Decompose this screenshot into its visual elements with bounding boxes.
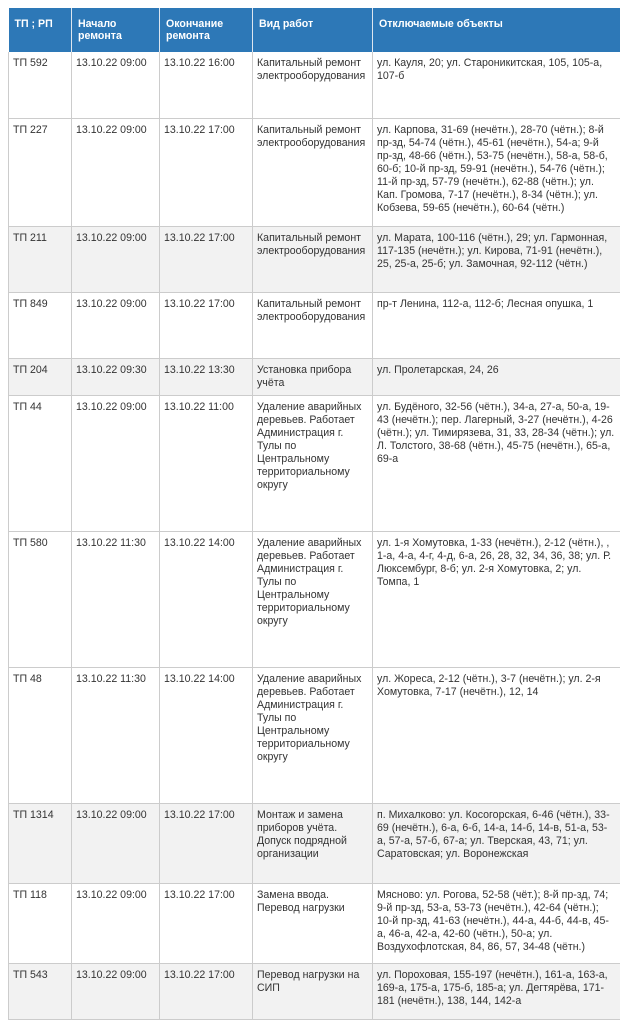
cell-start: 13.10.22 09:00 — [72, 883, 160, 963]
cell-end: 13.10.22 17:00 — [160, 226, 253, 292]
cell-end: 13.10.22 17:00 — [160, 292, 253, 358]
outage-table-container — [8, 8, 620, 1020]
cell-tp: ТП 227 — [9, 118, 72, 226]
cell-tp: ТП 849 — [9, 292, 72, 358]
cell-work: Удаление аварийных деревьев. Работает Администрация г. Тулы по Центральному территориальному округу — [253, 667, 373, 803]
cell-end: 13.10.22 14:00 — [160, 667, 253, 803]
cell-end: 13.10.22 13:30 — [160, 358, 253, 395]
cell-end: 13.10.22 17:00 — [160, 883, 253, 963]
cell-objects: ул. Карпова, 31-69 (нечётн.), 28-70 (чётн.); 8-й пр-зд, 54-74 (чётн.), 45-61 (нечётн.), 54-а; 9-й пр-зд, 48-66 (чётн.), 53-75 (нечётн.), 58-а, 58-б, 60-б; 10-й пр-зд, 59-91 (нечётн.), 54-76 (чётн.); 11-й пр-зд, 57-79 (нечётн.), 62-88 (чётн.); ул. Кап. Громова, 7-17 (нечётн.), 8-34 (чётн.); ул. Кобзева, 59-65 (нечётн.), 60-64 (чётн.) — [373, 118, 620, 226]
table-row — [9, 667, 620, 803]
cell-work: Капитальный ремонт электрооборудования — [253, 52, 373, 118]
table-row — [9, 118, 620, 226]
cell-tp: ТП 592 — [9, 52, 72, 118]
cell-objects: ул. Жореса, 2-12 (чётн.), 3-7 (нечётн.); ул. 2-я Хомутовка, 7-17 (нечётн.), 12, 14 — [373, 667, 620, 803]
table-row — [9, 226, 620, 292]
cell-tp: ТП 1314 — [9, 803, 72, 883]
cell-start: 13.10.22 11:30 — [72, 531, 160, 667]
table-row — [9, 531, 620, 667]
table-row — [9, 963, 620, 1019]
header-tp: ТП ; РП — [9, 8, 72, 52]
cell-tp: ТП 211 — [9, 226, 72, 292]
cell-objects: ул. Марата, 100-116 (чётн.), 29; ул. Гармонная, 117-135 (нечётн.); ул. Кирова, 71-91 (нечётн.), 25, 25-а, 25-б; ул. Замочная, 92-112 (чётн.) — [373, 226, 620, 292]
header-end: Окончание ремонта — [160, 8, 253, 52]
cell-tp: ТП 48 — [9, 667, 72, 803]
cell-start: 13.10.22 09:00 — [72, 395, 160, 531]
cell-objects: ул. Будёного, 32-56 (чётн.), 34-а, 27-а, 50-а, 19-43 (нечётн.); пер. Лагерный, 3-27 (нечётн.), 4-26 (чётн.); ул. Тимирязева, 31, 33, 28-34 (чётн.); ул. Л. Толстого, 38-68 (чётн.), 45-75 (нечётн.), 65-а, 69-а — [373, 395, 620, 531]
cell-tp: ТП 118 — [9, 883, 72, 963]
header-work: Вид работ — [253, 8, 373, 52]
cell-tp: ТП 543 — [9, 963, 72, 1019]
cell-objects: ул. 1-я Хомутовка, 1-33 (нечётн.), 2-12 (чётн.), , 1-а, 4-а, 4-г, 4-д, 6-а, 26, 28, 32, 34, 36, 38; ул. Р. Люксембург, 8-б; ул. 2-я Хомутовка, 2; ул. Томпа, 1 — [373, 531, 620, 667]
cell-start: 13.10.22 09:00 — [72, 226, 160, 292]
cell-objects: ул. Кауля, 20; ул. Староникитская, 105, 105-а, 107-б — [373, 52, 620, 118]
cell-work: Монтаж и замена приборов учёта. Допуск подрядной организации — [253, 803, 373, 883]
cell-work: Удаление аварийных деревьев. Работает Администрация г. Тулы по Центральному территориальному округу — [253, 531, 373, 667]
cell-end: 13.10.22 14:00 — [160, 531, 253, 667]
cell-start: 13.10.22 09:00 — [72, 803, 160, 883]
cell-start: 13.10.22 09:00 — [72, 52, 160, 118]
table-row — [9, 52, 620, 118]
cell-tp: ТП 44 — [9, 395, 72, 531]
cell-start: 13.10.22 09:30 — [72, 358, 160, 395]
cell-start: 13.10.22 11:30 — [72, 667, 160, 803]
table-row — [9, 883, 620, 963]
cell-start: 13.10.22 09:00 — [72, 118, 160, 226]
cell-work: Замена ввода. Перевод нагрузки — [253, 883, 373, 963]
table-row — [9, 292, 620, 358]
cell-tp: ТП 580 — [9, 531, 72, 667]
cell-objects: пр-т Ленина, 112-а, 112-б; Лесная опушка, 1 — [373, 292, 620, 358]
cell-objects: Мясново: ул. Рогова, 52-58 (чёт.); 8-й пр-зд, 74; 9-й пр-зд, 53-а, 53-73 (нечётн.), 42-64 (чётн.); 10-й пр-зд, 41-63 (нечётн.), 44-а, 44-б, 44-в, 45-а, 46-а, 42-а, 42-60 (чётн.), 50-а; ул. Воздухофлотская, 84, 86, 57, 34-48 (чётн.) — [373, 883, 620, 963]
header-objects: Отключаемые объекты — [373, 8, 620, 52]
cell-end: 13.10.22 17:00 — [160, 803, 253, 883]
cell-objects: п. Михалково: ул. Косогорская, 6-46 (чётн.), 33-69 (нечётн.), 6-а, 6-б, 14-а, 14-б, 14-в, 51-а, 53-а, 57-а, 57-б, 67-а; ул. Тверская, 43, 71; ул. Саратовская; ул. Воронежская — [373, 803, 620, 883]
cell-end: 13.10.22 17:00 — [160, 118, 253, 226]
cell-end: 13.10.22 16:00 — [160, 52, 253, 118]
outage-table — [8, 8, 620, 1020]
header-start: Начало ремонта — [72, 8, 160, 52]
cell-objects: ул. Пролетарская, 24, 26 — [373, 358, 620, 395]
cell-work: Капитальный ремонт электрооборудования — [253, 118, 373, 226]
table-row — [9, 358, 620, 395]
cell-objects: ул. Пороховая, 155-197 (нечётн.), 161-а, 163-а, 169-а, 175-а, 175-б, 185-а; ул. Дегтярёва, 171-181 (нечётн.), 138, 144, 142-а — [373, 963, 620, 1019]
cell-work: Капитальный ремонт электрооборудования — [253, 292, 373, 358]
table-row — [9, 803, 620, 883]
table-header-row — [9, 8, 620, 52]
cell-tp: ТП 204 — [9, 358, 72, 395]
cell-work: Установка прибора учёта — [253, 358, 373, 395]
cell-start: 13.10.22 09:00 — [72, 963, 160, 1019]
cell-work: Капитальный ремонт электрооборудования — [253, 226, 373, 292]
cell-end: 13.10.22 11:00 — [160, 395, 253, 531]
table-row — [9, 395, 620, 531]
cell-work: Перевод нагрузки на СИП — [253, 963, 373, 1019]
cell-start: 13.10.22 09:00 — [72, 292, 160, 358]
cell-work: Удаление аварийных деревьев. Работает Администрация г. Тулы по Центральному территориальному округу — [253, 395, 373, 531]
cell-end: 13.10.22 17:00 — [160, 963, 253, 1019]
